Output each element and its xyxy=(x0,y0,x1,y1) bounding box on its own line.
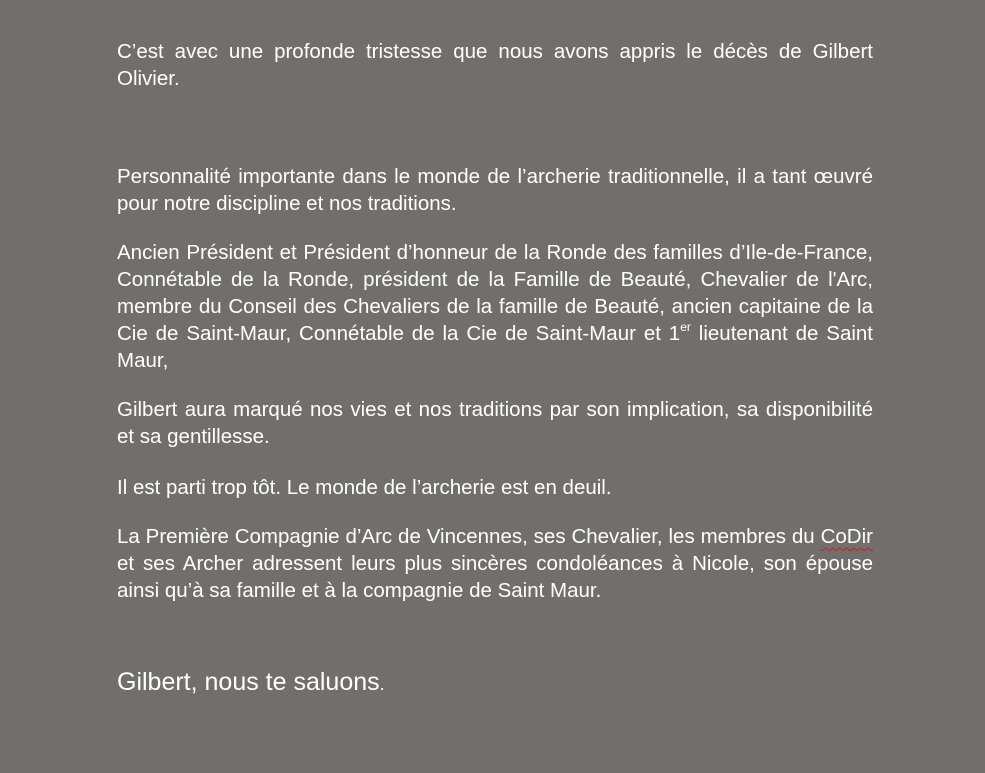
paragraph-titles xyxy=(117,239,873,374)
closing-text: Gilbert, nous te saluons xyxy=(117,668,380,696)
condolences-text-start: La Première Compagnie d’Arc de Vincennes, ses Chevalier, les membres du xyxy=(117,525,821,548)
closing-punctuation: . xyxy=(379,674,385,694)
paragraph-announcement: C’est avec une profonde tristesse que nous avons appris le décès de Gilbert Olivier. xyxy=(117,40,873,90)
titles-text-end: lieutenant de Saint Maur, xyxy=(117,322,873,372)
document-body xyxy=(117,38,873,700)
paragraph-mourning: Il est parti trop tôt. Le monde de l’archerie est en deuil. xyxy=(117,476,612,499)
paragraph-tribute: Gilbert aura marqué nos vies et nos traditions par son implication, sa disponibilité et sa gentillesse. xyxy=(117,398,873,448)
ordinal-superscript: er xyxy=(680,320,691,335)
paragraph-condolences xyxy=(117,523,873,604)
spellcheck-flagged-word: CoDir xyxy=(820,525,873,548)
condolences-text-end: et ses Archer adressent leurs plus sincères condoléances à Nicole, son épouse ainsi qu’à sa famille et à la compagnie de Saint Maur. xyxy=(117,552,873,602)
closing-salute xyxy=(117,666,873,700)
paragraph-personality: Personnalité importante dans le monde de l’archerie traditionnelle, il a tant œuvré pour notre discipline et nos traditions. xyxy=(117,165,873,215)
titles-text: Ancien Président et Président d’honneur de la Ronde des familles d’Ile-de-France, Connétable de la Ronde, président de la Famille de Beauté, Chevalier de l'Arc, membre du Conseil des Chevaliers de la famille de Beauté, ancien capitaine de la Cie de Saint-Maur, Connétable de la Cie de Saint-Maur et 1 xyxy=(117,241,873,345)
